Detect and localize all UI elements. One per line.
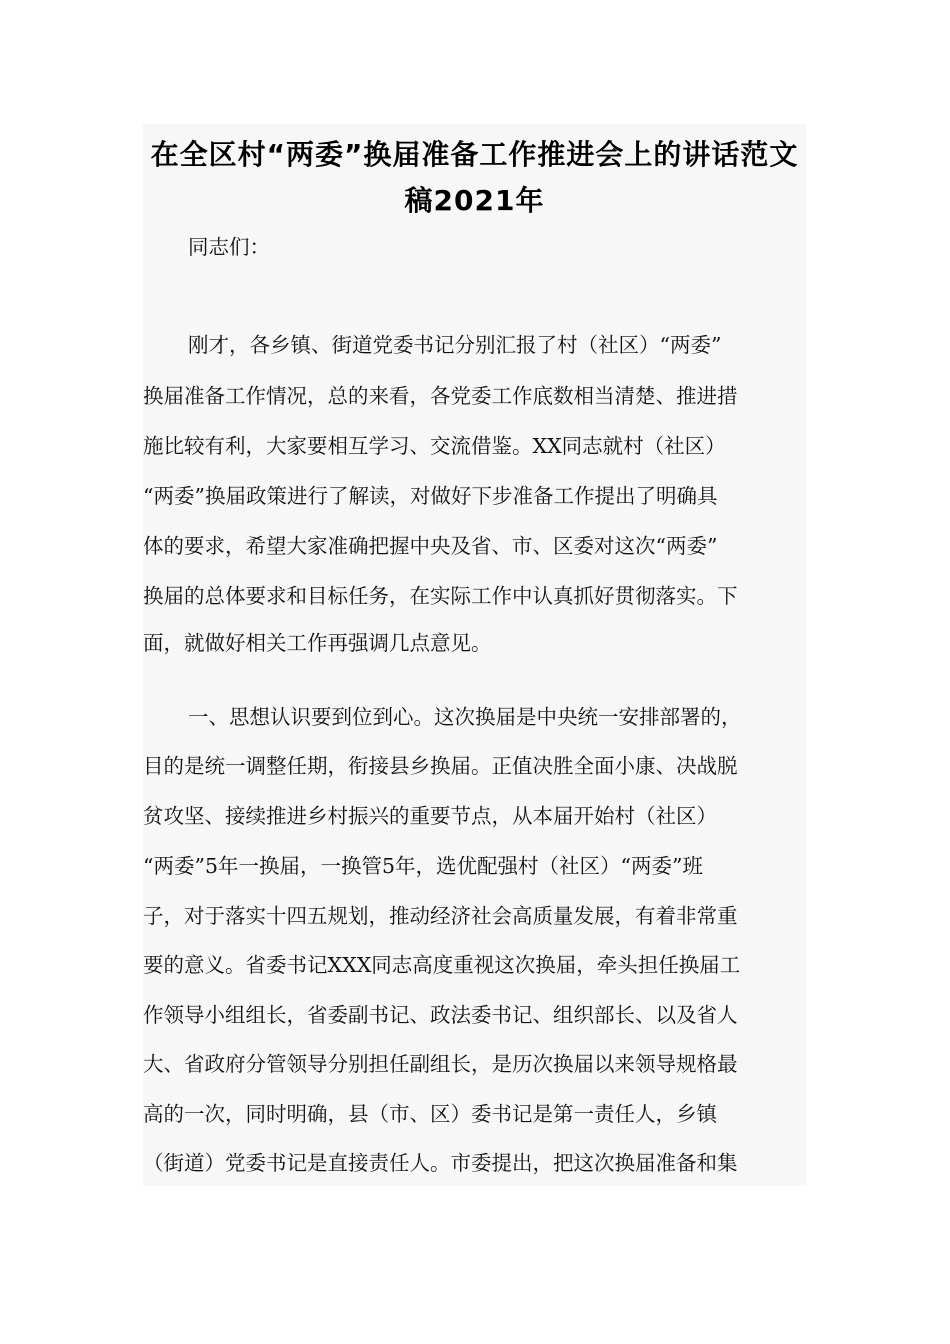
paragraph-1-line: 体的要求，希望大家准确把握中央及省、市、区委对这次“两委” [143,534,718,558]
paragraph-2-line: 贫攻坚、接续推进乡村振兴的重要节点，从本届开始村（社区） [143,804,717,828]
paragraph-2-line: “两委”5年一换届，一换管5年，选优配强村（社区）“两委”班 [143,854,704,878]
salutation: 同志们： [188,235,270,259]
paragraph-2-line: 大、省政府分管领导分别担任副组长，是历次换届以来领导规格最 [143,1052,738,1076]
paragraph-1-line: 换届准备工作情况，总的来看，各党委工作底数相当清楚、推进措 [143,384,738,408]
paragraph-2-line: 目的是统一调整任期，衔接县乡换届。正值决胜全面小康、决战脱 [143,754,738,778]
paragraph-1-line: 换届的总体要求和目标任务，在实际工作中认真抓好贯彻落实。下 [143,584,738,608]
paragraph-2-line: 要的意义。省委书记XXX同志高度重视这次换届，牵头担任换届工 [143,953,741,977]
paragraph-2-line: 一、思想认识要到位到心。这次换届是中央统一安排部署的， [188,705,742,729]
title-line-2: 稿2021年 [404,184,545,217]
document-title [143,132,806,224]
title-line-1: 在全区村“两委”换届准备工作推进会上的讲话范文 [150,138,799,171]
paragraph-2-line: 子，对于落实十四五规划，推动经济社会高质量发展，有着非常重 [143,904,738,928]
paragraph-1-line: 施比较有利，大家要相互学习、交流借鉴。XX同志就村（社区） [143,434,726,458]
paragraph-1-line: 面，就做好相关工作再强调几点意见。 [143,631,492,655]
paragraph-2-line: 高的一次，同时明确，县（市、区）委书记是第一责任人，乡镇 [143,1102,717,1126]
paragraph-2-line: 作领导小组组长，省委副书记、政法委书记、组织部长、以及省人 [143,1003,738,1027]
paragraph-2-line: （街道）党委书记是直接责任人。市委提出，把这次换届准备和集 [143,1151,738,1175]
paragraph-1-line: “两委”换届政策进行了解读，对做好下步准备工作提出了明确具 [143,484,718,508]
paragraph-1-line: 刚才，各乡镇、街道党委书记分别汇报了村（社区）“两委” [188,333,722,357]
